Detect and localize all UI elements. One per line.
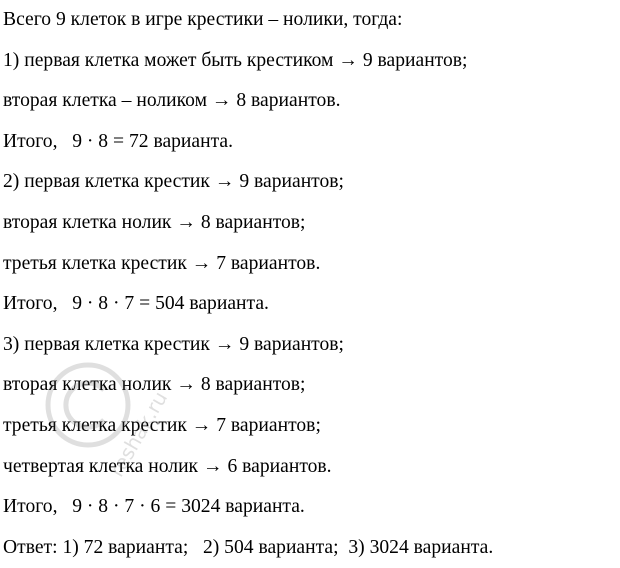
intro-line — [3, 0, 618, 41]
case3-fourth-cell — [3, 447, 618, 488]
text-line: 2) первая клетка крестик → 9 вариантов; — [3, 171, 344, 193]
text-line: Итого, 9 · 8 · 7 · 6 = 3024 варианта. — [3, 496, 305, 518]
case2-second-cell — [3, 203, 618, 244]
case3-first-cell — [3, 325, 618, 366]
case1-second-cell — [3, 81, 618, 122]
text-line: Итого, 9 · 8 · 7 = 504 варианта. — [3, 293, 269, 315]
case2-third-cell — [3, 244, 618, 285]
case1-first-cell — [3, 41, 618, 82]
answer-line — [3, 528, 618, 568]
case2-total — [3, 284, 618, 325]
text-line: вторая клетка – ноликом → 8 вариантов. — [3, 90, 341, 112]
text-line: вторая клетка нолик → 8 вариантов; — [3, 374, 306, 396]
case3-total — [3, 487, 618, 528]
text-line: вторая клетка нолик → 8 вариантов; — [3, 211, 306, 233]
case1-total — [3, 122, 618, 163]
text-line: 3) первая клетка крестик → 9 вариантов; — [3, 333, 344, 355]
solution-document — [3, 0, 618, 568]
text-line: третья клетка крестик → 7 вариантов; — [3, 414, 321, 436]
text-line: Ответ: 1) 72 варианта; 2) 504 варианта; 3) 3024 варианта. — [3, 536, 494, 558]
watermark-text: reshak.ru — [104, 387, 173, 481]
text-line: третья клетка крестик → 7 вариантов. — [3, 252, 321, 274]
case3-second-cell — [3, 365, 618, 406]
case2-first-cell — [3, 162, 618, 203]
text-line: четвертая клетка нолик → 6 вариантов. — [3, 455, 332, 477]
text-line: Всего 9 клеток в игре крестики – нолики, тогда: — [3, 9, 403, 30]
case3-third-cell — [3, 406, 618, 447]
text-line: Итого, 9 · 8 = 72 варианта. — [3, 130, 233, 152]
text-line: 1) первая клетка может быть крестиком → 9 вариантов; — [3, 49, 468, 71]
